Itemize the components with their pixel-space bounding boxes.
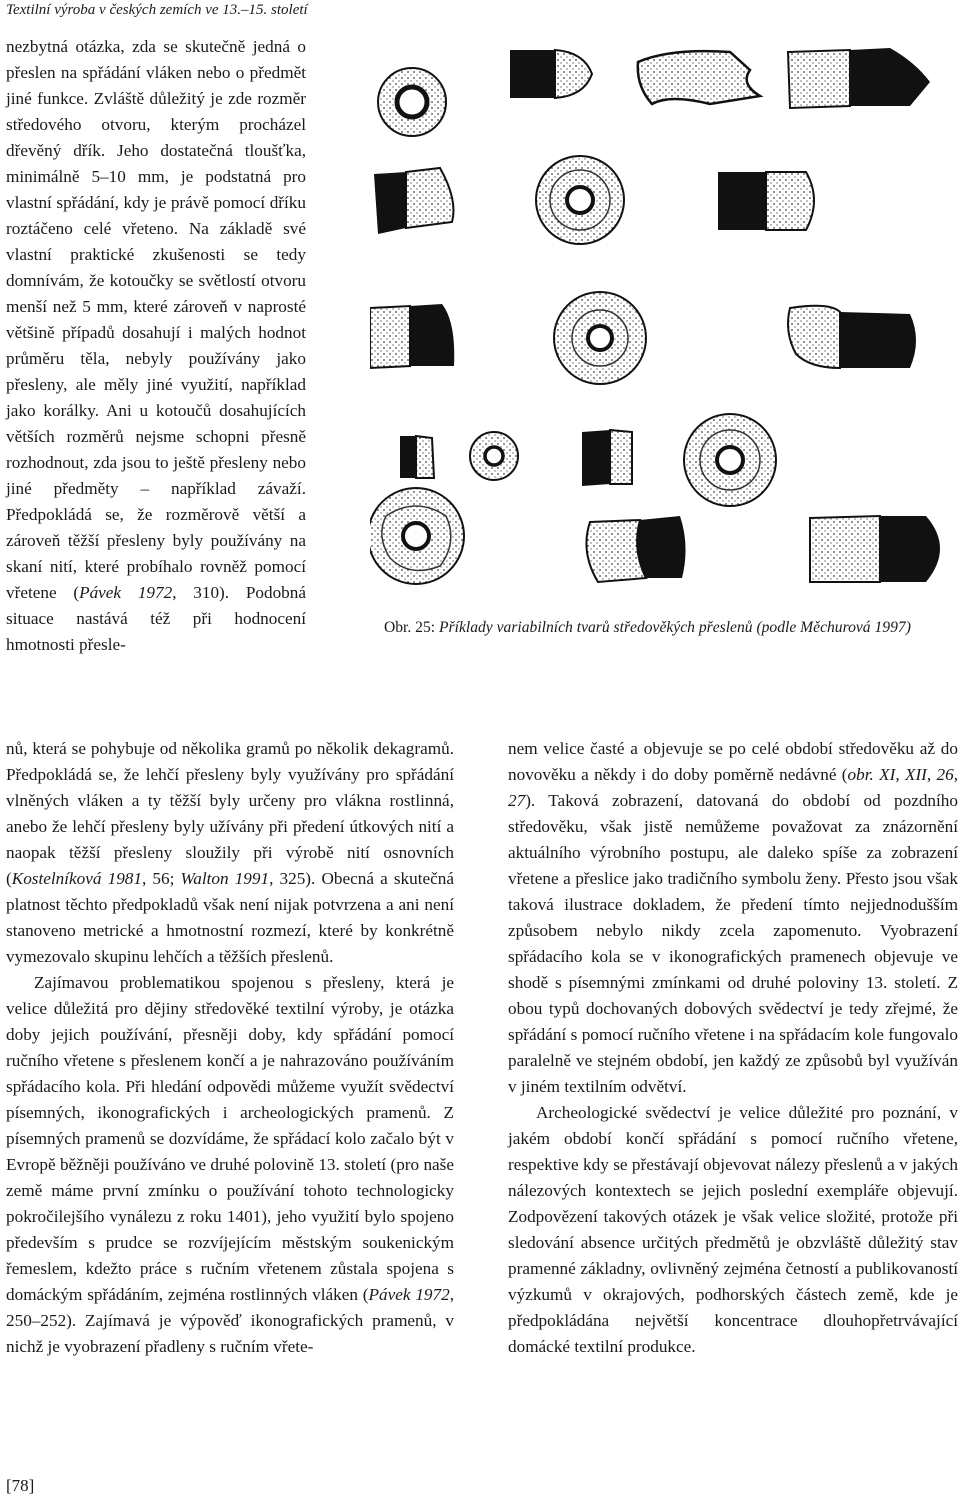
spindle-whorl-figure <box>370 22 960 594</box>
citation: Walton 1991 <box>180 869 270 888</box>
whorl-profile <box>370 304 454 368</box>
text-run: nem velice časté a objevuje se po celé období středověku až do novověku a někdy i do doby poměrně nedávné ( <box>508 739 958 784</box>
running-header: Textilní výroba v českých zemích ve 13.–15. století <box>6 2 308 18</box>
whorl-profile <box>510 50 592 98</box>
whorl-front-view <box>554 292 646 384</box>
whorl-profile <box>374 168 454 234</box>
text-run: ). Taková zobrazení, datovaná do období od pozdního středověku, však jistě nemůžeme považovat za znázornění aktuálního výrobního postupu, ale daleko spíše za zobrazení vřetene a přeslice jako tradičního symbolu ženy. Přesto jsou však taková ilustrace dokladem, že předení tímto nejjednodušším způsobem nebylo nikdy zcela zapomenuto. Vyobrazení spřádacího kola se v ikonografických pramenech objevuje ve shodě s písemnými zmínkami od druhé poloviny 13. století. Z obou typů dochovaných dobových svědectví je tedy zřejmé, že spřádání s pomocí ručního vřetene i na spřádacím kole fungovalo paralelně ve stejném období, jen každý ze způsobů byl využíván v jiném textilním odvětví. <box>508 791 958 1096</box>
citation: Kostelníková 1981 <box>11 869 142 888</box>
paragraph <box>6 970 454 1360</box>
caption-text: Příklady variabilních tvarů středověkých přeslenů (podle Měchurová 1997) <box>435 619 911 636</box>
text-run: , 56; <box>141 869 181 888</box>
whorl-profile <box>810 516 940 582</box>
paragraph <box>6 736 454 970</box>
paragraph <box>6 34 306 658</box>
paragraph: Archeologické svědectví je velice důležité pro poznání, v jakém období končí spřádání s pomocí ručního vřetene, respektive kdy se přestávají objevovat nálezy přeslenů a v jakých nálezových kontextech se jejich poslední exempláře objevují. Zodpovězení takových otázek je však velice složité, protože při sledování absence určitých předmětů je obzvláště důležitý stav pramenné základny, ovlivněný zejména četností a publikovaností výzkumů v okrajových, podhorských částech země, kde je předpokládána největší koncentrace dlouhopřetrvávající domácké textilní produkce. <box>508 1103 958 1356</box>
text-column-left <box>6 736 454 1360</box>
figure-caption <box>384 617 960 639</box>
citation: obr. XI, XII, 26, 27 <box>508 765 958 810</box>
whorl-profile <box>638 51 760 104</box>
text-column-right <box>508 736 958 1360</box>
whorl-front-view <box>378 68 446 136</box>
caption-label: Obr. 25: <box>384 619 436 636</box>
text-run: nezbytná otázka, zda se skutečně jedná o přeslen na spřádání vláken nebo o předmět jiné funkce. Zvláště důležitý je zde rozměr středového otvoru, kterým procházel dřevěný dřík. Jeho dostatečná tloušťka, minimálně 5–10 mm, je podstatná pro vlastní spřádání, kdy je právě pomocí dříku roztáčeno celé vřeteno. Na základě své vlastní praktické zkušenosti se tedy domnívám, že kotoučky se světlostí otvoru menší než 5 mm, které zároveň v naprosté většině případů dosahují i malých hodnot průměru těla, nebyly používány jako přesleny, ale měly jiné využití, například jako korálky. Ani u kotoučů dosahujících větších rozměrů nejsme schopni přesně rozhodnout, zda jsou to ještě přesleny nebo jiné předměty – například závaží. Předpokládá se, že rozměrově větší a zároveň těžší přesleny byly používány na skaní nití, které probíhalo rovněž pomocí vřetene ( <box>6 37 306 602</box>
whorl-profile <box>718 172 814 230</box>
paragraph <box>508 736 958 1100</box>
whorl-front-view <box>370 488 464 584</box>
text-run: , 325). Obecná a skutečná platnost těchto předpokladů však není nijak potvrzena a ani není stanoveno metrické a hmotnostní rozmezí, které by konkrétně vymezovalo skupinu lehčích a těžších přeslenů. <box>6 869 454 966</box>
whorl-profile <box>586 516 685 582</box>
text-run: , 310). Podobná situace nastává též při hodnocení hmotnosti přesle- <box>6 583 306 654</box>
citation: Pávek 1972 <box>79 583 173 602</box>
text-run: , 250–252). Zajímavá je výpověď ikonografických pramenů, v nichž je vyobrazení přadleny s ručním vřete- <box>6 1285 454 1356</box>
citation: Pávek 1972 <box>368 1285 450 1304</box>
whorl-profile <box>788 48 930 108</box>
whorl-front-view <box>470 432 518 480</box>
whorl-profile <box>582 430 632 486</box>
text-run: nů, která se pohybuje od několika gramů po několik dekagramů. Předpokládá se, že lehčí přesleny byly využívány pro spřádání vlněných vláken a ty těžší byly určeny pro vlákna rostlinná, anebo že lehčí přesleny byly užívány při předení útkových nití a naopak těžší přesleny sloužily při výrobě nití osnovních ( <box>6 739 454 888</box>
whorl-profile <box>400 436 434 478</box>
text-column-top-left <box>6 34 306 658</box>
whorl-front-view <box>684 414 776 506</box>
whorl-front-view <box>536 156 624 244</box>
whorl-profile <box>788 306 916 368</box>
page-number: [78] <box>6 1476 35 1495</box>
text-run: Zajímavou problematikou spojenou s přesleny, která je velice důležitá pro dějiny středověké textilní výroby, je otázka doby jejich používání, přesněji doby, kdy spřádání pomocí ručního vřetene s přeslenem končí a je nahrazováno používáním spřádacího kola. Při hledání odpovědi můžeme využít svědectví písemných, ikonografických i archeologických pramenů. Z písemných pramenů se dozvídáme, že spřádací kolo začalo být v Evropě běžněji používáno ve druhé polovině 13. století (pro naše země máme první zmínku o používání tohoto technologicky pokročilejšího vynálezu z roku 1401), jeho využití bylo spojeno především s prudce se rozvíjejícím městským soukenickým řemeslem, kdežto práce s ručním vřetenem zůstala spojena s domáckým spřádáním, zejména rostlinných vláken ( <box>6 973 454 1304</box>
